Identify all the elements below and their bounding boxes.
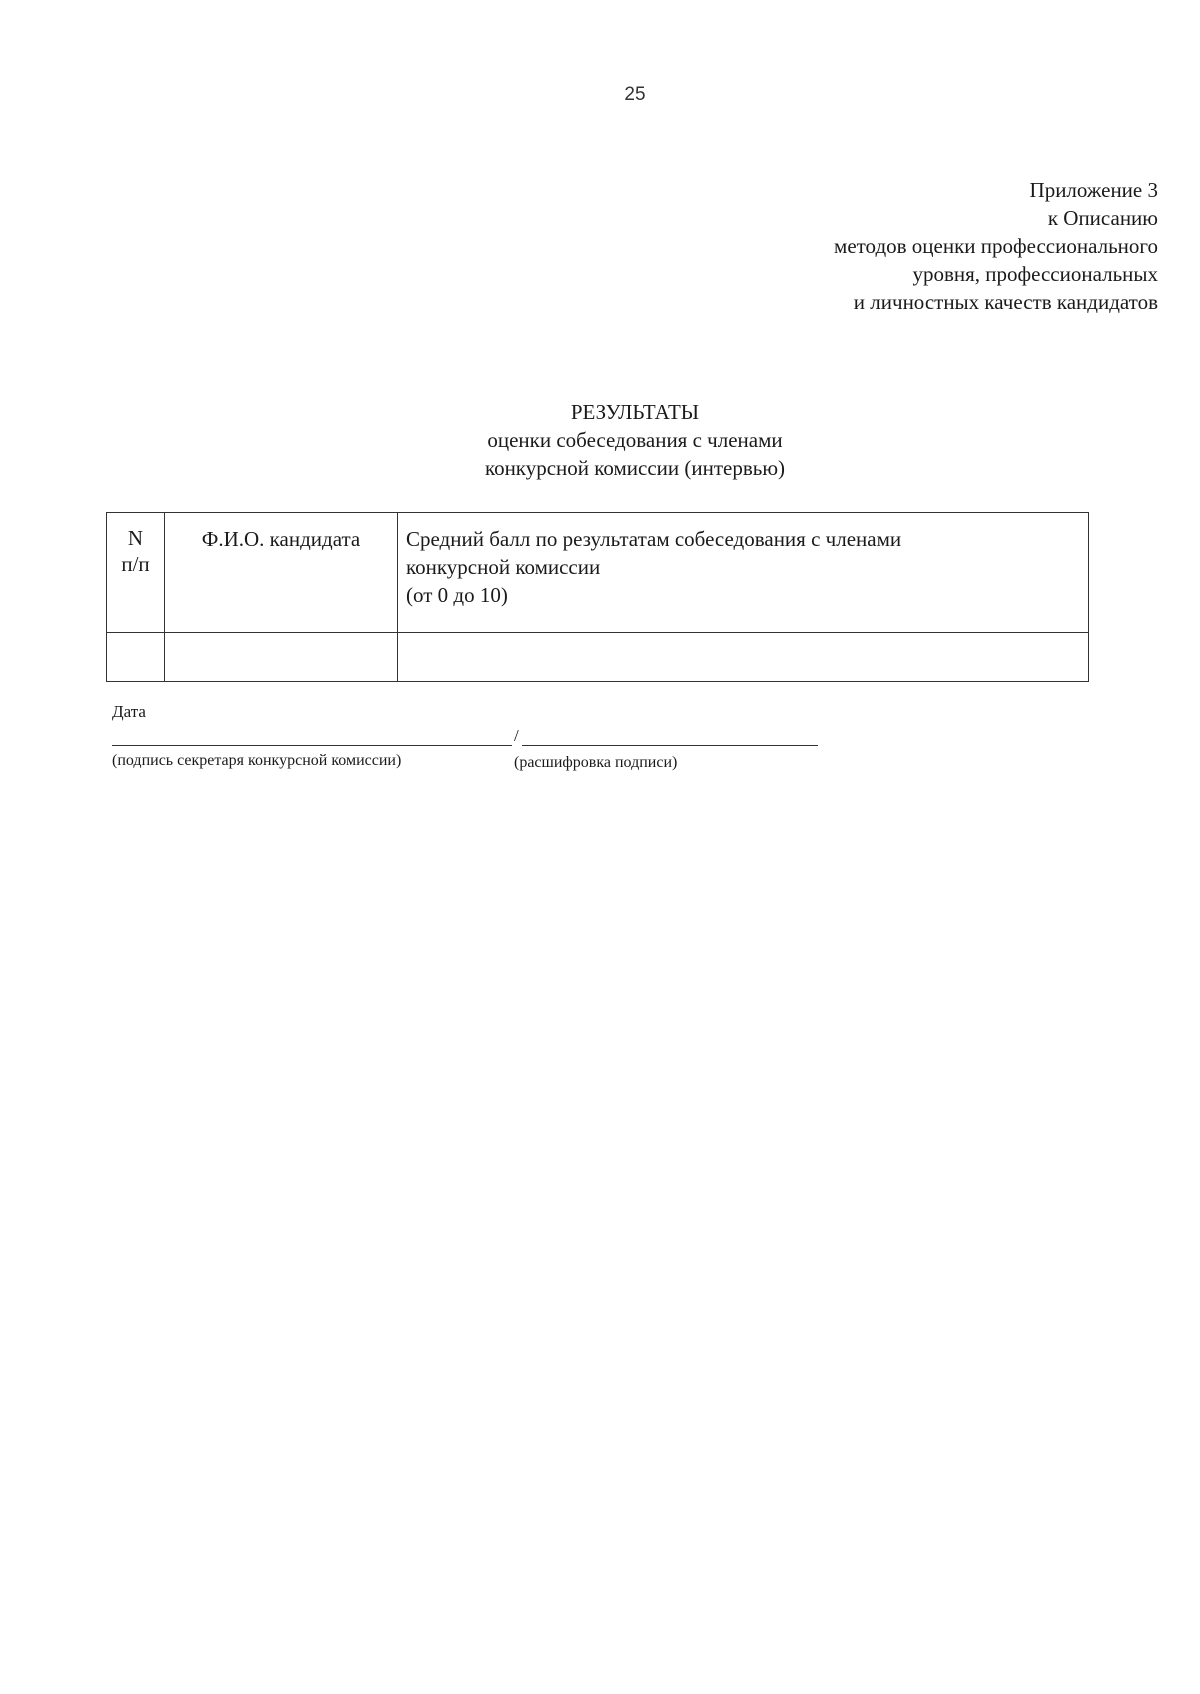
cell-number [107,633,165,682]
header-score-line: (от 0 до 10) [406,583,508,607]
secretary-signature-line [112,745,512,746]
results-table [106,512,1089,682]
cell-average-score [398,633,1089,682]
header-score-line: конкурсной комиссии [406,555,601,579]
appendix-line: уровня, профессиональных [912,262,1158,286]
appendix-reference [834,176,1158,316]
appendix-line: методов оценки профессионального [834,234,1158,258]
signature-decoding-caption: (расшифровка подписи) [514,754,678,771]
title-subline: конкурсной комиссии (интервью) [484,456,786,480]
secretary-signature-caption: (подпись секретаря конкурсной комиссии) [112,752,402,769]
header-candidate-name: Ф.И.О. кандидата [165,513,398,633]
signature-decoding-line [522,745,818,746]
header-average-score [398,513,1089,633]
header-number [107,513,165,633]
page-number: 25 [624,84,646,105]
title-heading: РЕЗУЛЬТАТЫ [570,400,700,424]
appendix-line: и личностных качеств кандидатов [853,290,1158,314]
header-number-line: N [127,526,144,550]
signature-separator: / [514,726,519,745]
table-row [107,633,1089,682]
table-header-row [107,513,1089,633]
date-label: Дата [112,702,146,721]
title-subline: оценки собеседования с членами [487,428,783,452]
appendix-line: к Описанию [1047,206,1158,230]
cell-candidate-name [165,633,398,682]
document-title [0,398,1200,482]
header-score-line: Средний балл по результатам собеседования с членами [406,527,902,551]
header-number-line: п/п [121,552,150,576]
appendix-line: Приложение 3 [1029,178,1158,202]
